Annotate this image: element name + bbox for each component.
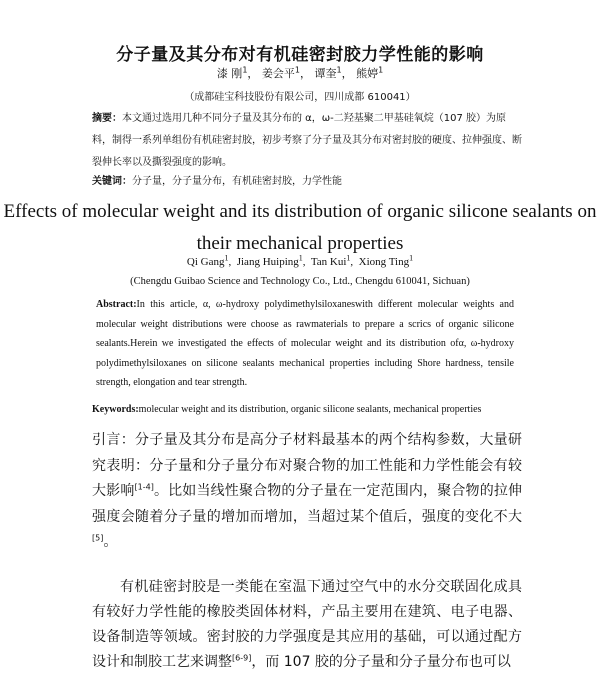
introduction-paragraph-1	[92, 428, 522, 556]
introduction-paragraph-2	[92, 575, 522, 675]
author-name: 熊婷	[356, 67, 379, 80]
keywords-chinese-label: 关键词：	[92, 176, 132, 187]
author-sup: 1	[298, 253, 303, 263]
keywords-english-label: Keywords:	[92, 404, 139, 415]
author-name: Tan Kui	[310, 256, 347, 268]
intro-text-b: 。比如当线性聚合物的分子量在一定范围内，聚合物的拉伸强度会随着分子量的增加而增加，当超过某个值后，强度的变化不大	[92, 483, 523, 525]
author-sup: 1	[294, 65, 300, 75]
author-name: 姜会平	[261, 67, 295, 80]
intro2-text-b: ，而 107 胶的分子量和分子量分布也可以	[251, 654, 511, 670]
title-chinese: 分子量及其分布对有机硅密封胶力学性能的影响	[116, 45, 484, 65]
abstract-chinese	[92, 108, 522, 174]
author-sup: 1	[336, 65, 342, 75]
citation: [1-4]	[134, 482, 154, 492]
title-english: Effects of molecular weight and its distribution of organic silicone sealants on their mechanical properties	[3, 201, 597, 254]
abstract-chinese-text: 本文通过选用几种不同分子量及其分布的 α，ω-二羟基聚二甲基硅氧烷（107 胶）为原料，制得一系列单组份有机硅密封胶，初步考察了分子量及其分布对密封胶的硬度、拉伸强度、断裂伸长率以及撕裂强度的影响。	[92, 113, 522, 168]
author-name: 谭奎	[314, 67, 337, 80]
author-name: Jiang Huiping	[236, 256, 299, 268]
intro2-text-a: 有机硅密封胶是一类能在室温下通过空气中的水分交联固化成具有较好力学性能的橡胶类固体材料，产品主要用在建筑、电子电器、设备制造等领域。密封胶的力学强度是其应用的基础，可以通过配方设计和制胶工艺来调整	[92, 579, 522, 670]
author-name: Xiong Ting	[358, 256, 410, 268]
author-name: Qi Gang	[186, 256, 225, 268]
author-sup: 1	[346, 253, 351, 263]
introduction-label: 引言：	[92, 432, 136, 448]
keywords-english	[92, 404, 532, 415]
affiliation-chinese: （成都硅宝科技股份有限公司，四川成都 610041）	[184, 92, 416, 103]
affiliation-english: (Chengdu Guibao Science and Technology Co., Ltd., Chengdu 610041, Sichuan)	[130, 276, 470, 287]
author-sup: 1	[409, 253, 414, 263]
keywords-chinese-text: 分子量，分子量分布，有机硅密封胶，力学性能	[132, 176, 342, 187]
authors-chinese: 漆 刚$^1$， 姜会平$^1$， 谭奎$^1$， 熊婷$^1$	[216, 65, 384, 80]
author-sup: 1	[224, 253, 229, 263]
abstract-english	[96, 295, 514, 393]
citation: [5]	[92, 533, 104, 543]
authors-english: Qi Gang$^1$, Jiang Huiping$^1$, Tan Kui$^1$, Xiong Ting$^1$	[186, 253, 414, 268]
keywords-english-text: molecular weight and its distribution, organic silicone sealants, mechanical properties	[138, 404, 482, 415]
intro-text-c: 。	[103, 534, 118, 550]
abstract-chinese-label: 摘要：	[92, 113, 122, 124]
citation: [6-9]	[232, 653, 252, 663]
author-name: 漆 刚	[216, 67, 243, 80]
intro-text-a: 分子量及其分布是高分子材料最基本的两个结构参数，大量研究表明：分子量和分子量分布对聚合物的加工性能和力学性能会有较大影响	[92, 432, 523, 499]
keywords-chinese	[92, 172, 522, 187]
abstract-english-text: In this article, α, ω-hydroxy polydimethylsiloxaneswith different molecular weights and molecular weight distributions were choose as rawmaterials to prepare a scrics of organic silicone sealants.Herein we investigated the effects of molecular weight and its distribution ofα, ω-hydroxy polydimethylsiloxanes on silicone sealants mechanical properties including Shore hardness, tensile strength, elongation and tear strength.	[96, 299, 514, 388]
author-sup: 1	[242, 65, 248, 75]
author-sup: 1	[378, 65, 384, 75]
abstract-english-label: Abstract:	[96, 299, 137, 310]
